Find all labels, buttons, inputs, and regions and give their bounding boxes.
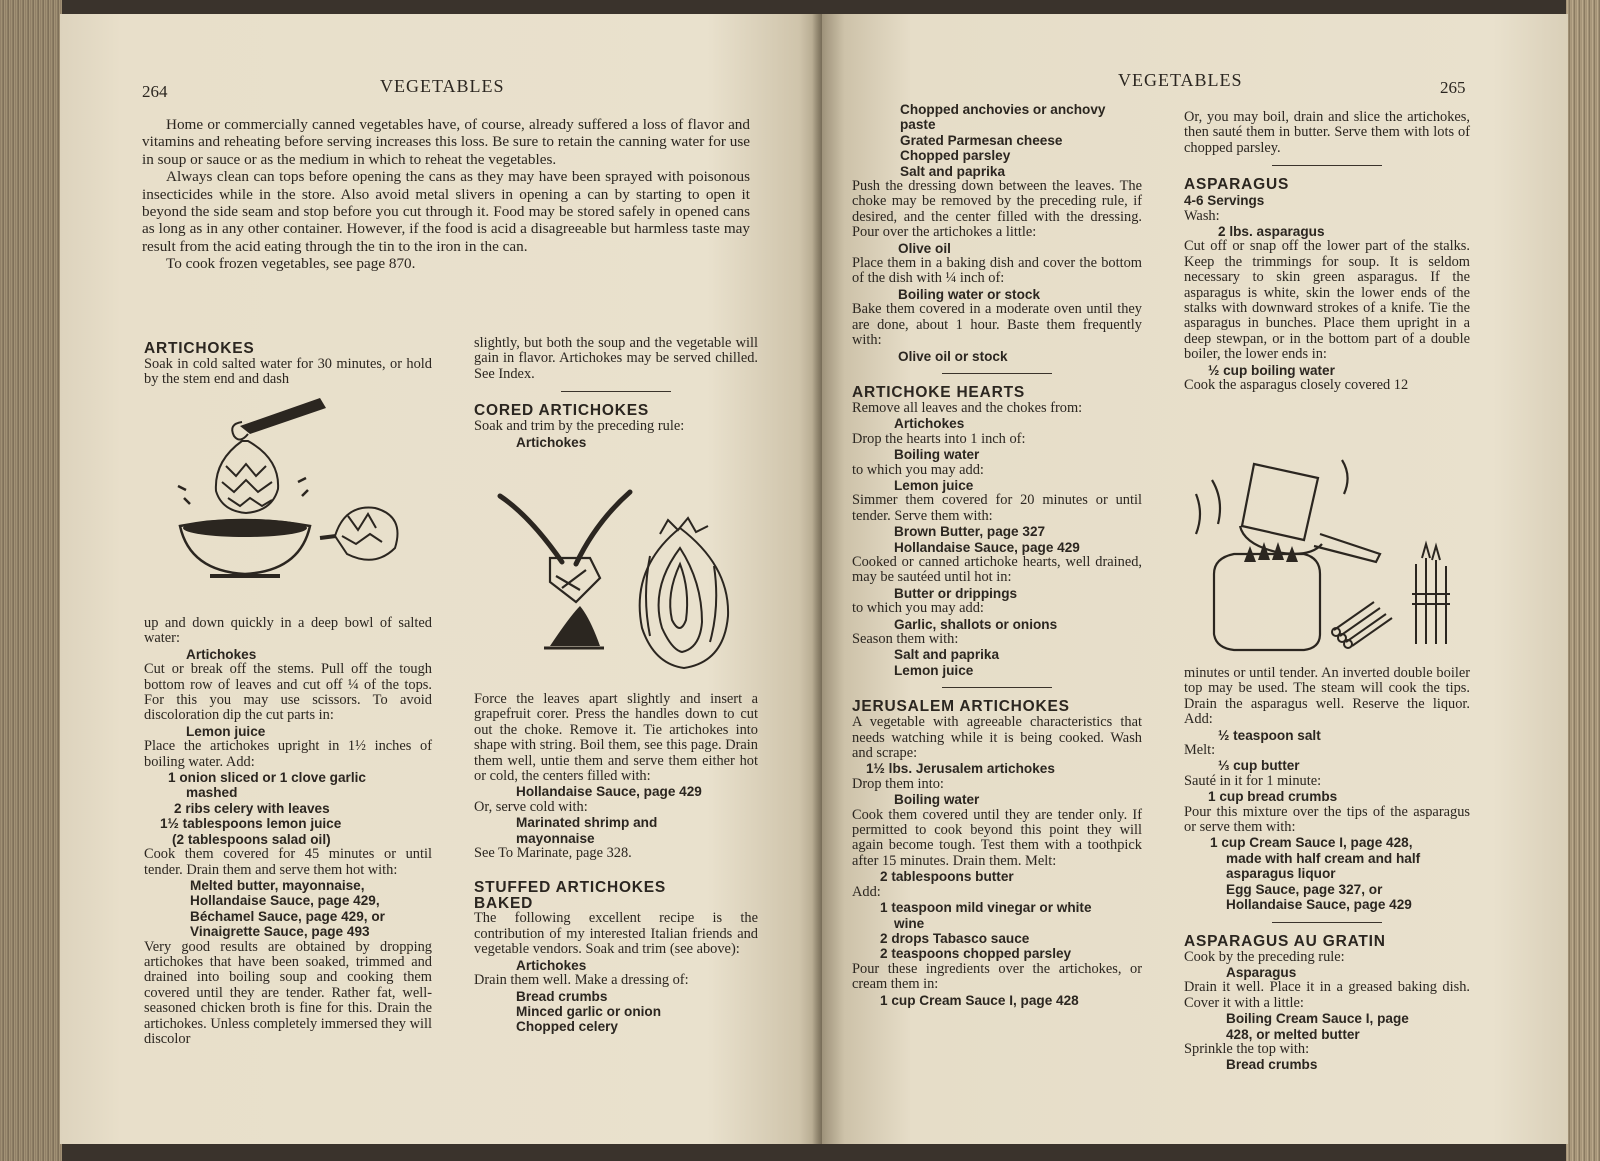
section-divider xyxy=(942,687,1052,688)
ingredient: Hollandaise Sauce, page 429, xyxy=(190,893,380,909)
ingredient: Egg Sauce, page 327, or xyxy=(1226,881,1383,897)
paragraph: Place the artichokes upright in 1½ inches of boiling water. Add: xyxy=(144,738,432,770)
ingredient: 1 teaspoon mild vinegar or white xyxy=(880,900,1092,916)
paragraph: Cooked or canned artichoke hearts, well drained, may be sautéed until hot in: xyxy=(852,553,1142,586)
ingredient: Salt and paprika xyxy=(894,647,1000,663)
paragraph: Force the leaves apart slightly and insert a grapefruit corer. Press the handles down to cut out the choke. Remove it. Tie artichokes into shape with string. Boil them, see this page. Drain them well, untie them and serve them either hot or cold, the centers filled with: xyxy=(474,691,758,785)
asparagus-method xyxy=(1184,666,1470,1073)
paragraph: Place them in a baking dish and cover the bottom of the dish with ¼ inch of: xyxy=(852,255,1142,287)
ingredient: Butter or drippings xyxy=(894,585,1018,601)
ingredient: Boiling water xyxy=(894,447,980,463)
page-number: 265 xyxy=(1440,78,1466,97)
paragraph: Cook by the preceding rule: xyxy=(1184,948,1345,965)
paragraph: Drop them into: xyxy=(852,775,944,792)
paragraph: Cut or break off the stems. Pull off the tough bottom row of leaves and cut off ¼ of the tops. For this you may use scissors. To avoid discoloration dip the cut parts in: xyxy=(144,661,432,724)
paragraph: up and down quickly in a deep bowl of salted water: xyxy=(144,615,432,647)
ingredient: Vinaigrette Sauce, page 493 xyxy=(190,924,370,940)
ingredient: 2 teaspoons chopped parsley xyxy=(880,946,1072,962)
paragraph: Push the dressing down between the leaves. The choke may be removed by the preceding rule, if desired, and the center filled with the dressing. Pour over the artichokes a little: xyxy=(852,178,1142,241)
right-page xyxy=(822,14,1568,1144)
ingredient: 1½ lbs. Jerusalem artichokes xyxy=(866,761,1055,777)
ingredient: Artichokes xyxy=(516,434,587,450)
artichokes-continued xyxy=(474,336,758,450)
ingredient: Chopped celery xyxy=(516,1019,618,1035)
ingredient: mashed xyxy=(186,785,238,801)
section-title: ASPARAGUS AU GRATIN xyxy=(1184,932,1386,950)
paragraph: to which you may add: xyxy=(852,600,984,617)
paragraph: minutes or until tender. An inverted double boiler top may be used. The steam will cook the tips. Drain the asparagus well. Reserve the liquor. Add: xyxy=(1184,665,1470,728)
cored-artichokes-method xyxy=(474,692,758,1035)
paragraph: Cut off or snap off the lower part of the stalks. Keep the trimmings for soup. It is seldom necessary to skin green asparagus. If the asparagus is white, skin the lower ends of the stalks with downward strokes of a knife. Tie the asparagus in bunches. Place them upright in a deep stewpan, or in the bottom part of a double boiler, the lower ends in: xyxy=(1184,238,1470,363)
paragraph: Pour this mixture over the tips of the asparagus or serve them with: xyxy=(1184,803,1470,836)
section-divider xyxy=(942,373,1052,374)
page-number: 264 xyxy=(142,82,168,101)
paragraph: Sprinkle the top with: xyxy=(1184,1040,1310,1057)
running-header: VEGETABLES xyxy=(380,76,505,96)
ingredient: 428, or melted butter xyxy=(1226,1026,1360,1042)
ingredient: 2 ribs celery with leaves xyxy=(174,800,330,816)
paragraph: Season them with: xyxy=(852,631,959,647)
paragraph: Cook the asparagus closely covered 12 xyxy=(1184,377,1409,394)
section-title: ARTICHOKES xyxy=(144,340,255,357)
ingredient: Salt and paprika xyxy=(900,163,1006,179)
ingredient: Asparagus xyxy=(1226,964,1297,980)
paragraph: Cook them covered until they are tender only. If permitted to cook beyond this point they will again become tough. Test them with a toothpick after 15 minutes. Drain them. Melt: xyxy=(852,806,1142,869)
ingredient: 1½ tablespoons lemon juice xyxy=(160,816,342,832)
left-page-edges xyxy=(0,0,62,1161)
ingredient: Lemon juice xyxy=(894,662,974,678)
ingredient: Lemon juice xyxy=(894,477,974,493)
ingredient: mayonnaise xyxy=(516,830,595,846)
paragraph: Simmer them covered for 20 minutes or until tender. Serve them with: xyxy=(852,492,1142,524)
intro-paragraph: Always clean can tops before opening the cans as they may have been sprayed with poisonous insecticides while in the store. Also avoid metal slivers in opening a can by starting to open it beyond the side seam and stop before you cut through it. Food may be stored safely in opened cans as long as in any other container. However, if the food is acid a disagreeable but harmless taste may result from the acid eating through the tin to the iron in the can. xyxy=(142,168,750,255)
paragraph: Soak in cold salted water for 30 minutes, or hold by the stem end and dash xyxy=(144,356,432,388)
section-title: STUFFED ARTICHOKES xyxy=(474,879,667,897)
section-divider xyxy=(1272,165,1382,166)
ingredient: ½ cup boiling water xyxy=(1208,362,1335,378)
running-header: VEGETABLES xyxy=(1118,70,1243,90)
paragraph: Soak and trim by the preceding rule: xyxy=(474,418,685,435)
ingredient: made with half cream and half xyxy=(1226,850,1421,866)
ingredient: 1 cup Cream Sauce I, page 428 xyxy=(880,992,1079,1008)
ingredient: Bread crumbs xyxy=(1226,1057,1318,1073)
section-title: JERUSALEM ARTICHOKES xyxy=(852,698,1070,716)
ingredient: 1 onion sliced or 1 clove garlic xyxy=(168,770,366,786)
ingredient: (2 tablespoons salad oil) xyxy=(172,831,331,847)
right-page-edges xyxy=(1566,0,1600,1161)
ingredient: wine xyxy=(894,915,925,931)
artichokes-section xyxy=(144,340,432,388)
ingredient: Béchamel Sauce, page 429, or xyxy=(190,908,385,924)
ingredient: Hollandaise Sauce, page 429 xyxy=(1226,897,1412,913)
paragraph: Bake them covered in a moderate oven until they are done, about 1 hour. Baste them frequently with: xyxy=(852,301,1142,349)
section-title: CORED ARTICHOKES xyxy=(474,402,649,420)
paragraph: Very good results are obtained by dropping artichokes that have been soaked, trimmed and drained into boiling soup and cooking them covered until they are tender. Rather fat, well-seasoned chicken broth is fine for this. Drain the artichokes. Unless completely immersed they will discolor xyxy=(144,938,432,1047)
section-divider xyxy=(561,391,671,392)
ingredient: Hollandaise Sauce, page 429 xyxy=(894,539,1080,555)
paragraph: The following excellent recipe is the contribution of my interested Italian friends and vegetable vendors. Soak and trim (see above): xyxy=(474,910,758,958)
ingredient: 1 cup bread crumbs xyxy=(1208,789,1338,805)
ingredient: Hollandaise Sauce, page 429 xyxy=(516,784,702,800)
ingredient: Boiling water xyxy=(894,792,980,808)
artichoke-bowl-illustration xyxy=(170,386,420,586)
paragraph: Cook them covered for 45 minutes or until tender. Drain them and serve them hot with: xyxy=(144,846,432,878)
ingredient: Lemon juice xyxy=(186,723,266,739)
left-page xyxy=(60,14,822,1144)
paragraph: to which you may add: xyxy=(852,461,984,478)
paragraph: Wash: xyxy=(1184,207,1220,224)
grapefruit-corer-illustration xyxy=(490,486,750,676)
section-title: ASPARAGUS xyxy=(1184,176,1290,194)
ingredient: ⅓ cup butter xyxy=(1218,758,1300,774)
ingredient: Melted butter, mayonnaise, xyxy=(190,877,365,893)
ingredient: Olive oil xyxy=(898,240,951,256)
intro-text xyxy=(142,116,750,273)
paragraph: Sauté in it for 1 minute: xyxy=(1184,772,1322,789)
ingredient: Brown Butter, page 327 xyxy=(894,524,1046,540)
asparagus-pot-illustration xyxy=(1194,454,1474,654)
artichokes-method xyxy=(144,616,432,1047)
ingredient: 1 cup Cream Sauce I, page 428, xyxy=(1210,835,1413,851)
paragraph: slightly, but both the soup and the vegetable will gain in flavor. Artichokes may be served chilled. See Index. xyxy=(474,335,758,382)
ingredient: Olive oil or stock xyxy=(898,348,1008,364)
ingredient: Artichokes xyxy=(186,646,257,662)
ingredient: Bread crumbs xyxy=(516,988,608,1004)
servings-label: 4-6 Servings xyxy=(1184,193,1265,209)
ingredient: Artichokes xyxy=(516,957,587,973)
ingredient: ½ teaspoon salt xyxy=(1218,727,1321,743)
paragraph: Or, serve cold with: xyxy=(474,798,588,815)
paragraph: See To Marinate, page 328. xyxy=(474,845,632,862)
paragraph: Drain them well. Make a dressing of: xyxy=(474,972,689,989)
ingredient: paste xyxy=(900,117,936,133)
ingredient: Artichokes xyxy=(894,416,965,432)
ingredient: 2 lbs. asparagus xyxy=(1218,224,1325,240)
ingredient: Marinated shrimp and xyxy=(516,815,658,831)
paragraph: Or, you may boil, drain and slice the artichokes, then sauté them in butter. Serve them with lots of chopped parsley. xyxy=(1184,109,1470,156)
paragraph: Drain it well. Place it in a greased baking dish. Cover it with a little: xyxy=(1184,979,1470,1011)
section-title: BAKED xyxy=(474,895,534,913)
ingredient: 2 drops Tabasco sauce xyxy=(880,930,1030,946)
ingredient: asparagus liquor xyxy=(1226,866,1336,882)
paragraph: A vegetable with agreeable characteristics that needs watching while it is being cooked. Wash and scrape: xyxy=(852,714,1142,762)
ingredient: Grated Parmesan cheese xyxy=(900,132,1063,148)
ingredient: Chopped anchovies or anchovy xyxy=(900,102,1106,117)
paragraph: Melt: xyxy=(1184,742,1216,759)
ingredient: Minced garlic or onion xyxy=(516,1003,662,1019)
intro-paragraph: To cook frozen vegetables, see page 870. xyxy=(166,255,416,273)
paragraph: Drop the hearts into 1 inch of: xyxy=(852,430,1026,447)
ingredient: Garlic, shallots or onions xyxy=(894,616,1058,632)
stuffed-artichokes-continued xyxy=(852,102,1142,1008)
paragraph: Pour these ingredients over the artichokes, or cream them in: xyxy=(852,960,1142,993)
ingredient: Chopped parsley xyxy=(900,148,1011,164)
ingredient: Boiling Cream Sauce I, page xyxy=(1226,1011,1409,1027)
intro-paragraph: Home or commercially canned vegetables have, of course, already suffered a loss of flavor and vitamins and reheating before serving increases this loss. Be sure to retain the canning water for use in soup or sauce or as the medium in which to reheat the vegetables. xyxy=(142,116,750,168)
paragraph: Add: xyxy=(852,883,881,900)
ingredient: Boiling water or stock xyxy=(898,286,1041,302)
section-title: ARTICHOKE HEARTS xyxy=(852,383,1025,401)
asparagus-column xyxy=(1184,110,1470,394)
paragraph: Remove all leaves and the chokes from: xyxy=(852,399,1083,416)
section-divider xyxy=(1272,922,1382,923)
ingredient: 2 tablespoons butter xyxy=(880,869,1014,885)
